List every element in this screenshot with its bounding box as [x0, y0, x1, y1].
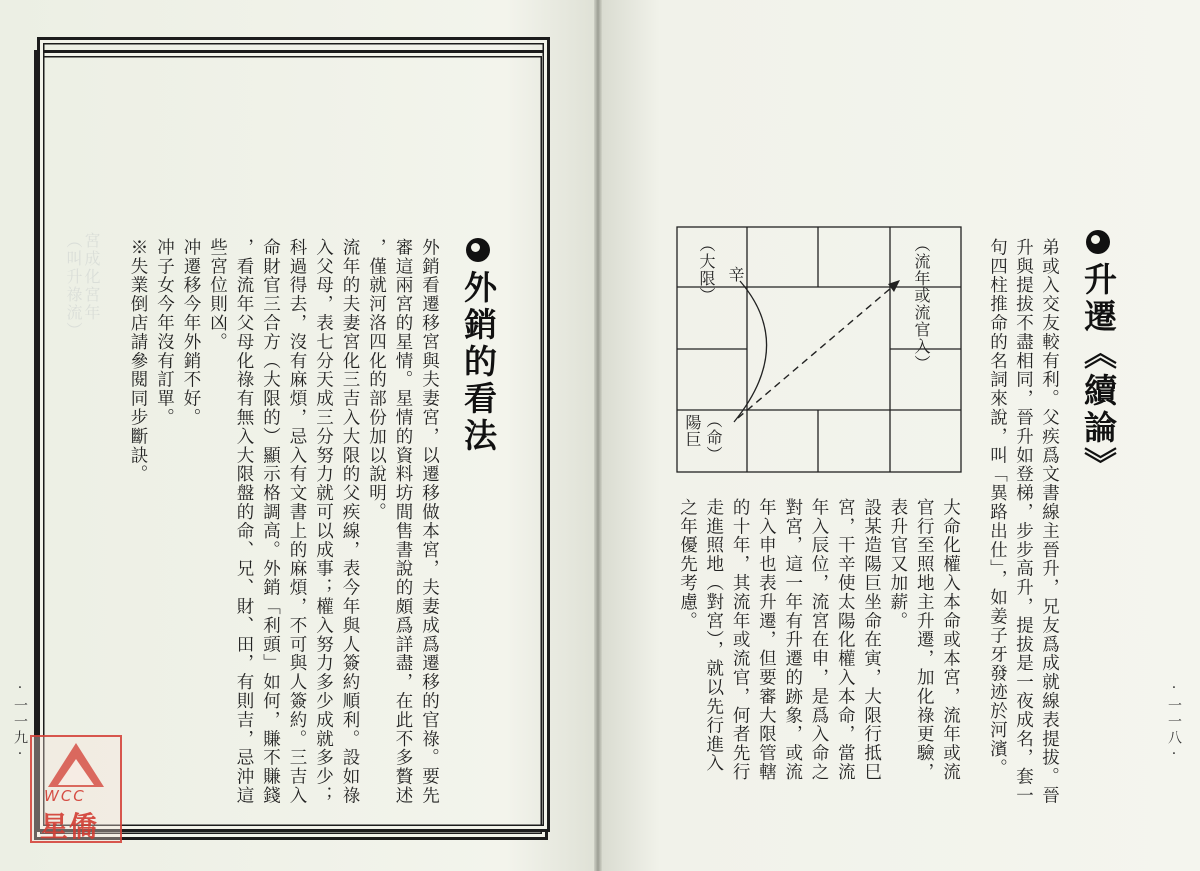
text-column: 句四柱推命的名詞來說，叫「異路出仕」，如姜子牙發迹於河濱。 — [987, 238, 1008, 778]
text-column: ，看流年父母化祿有無入大限盤的命、兄、財、田，有則吉，忌沖這 — [234, 238, 254, 805]
stamp-text-en: WCC — [44, 787, 86, 805]
text-column: 升與提拔不盡相同，晉升如登梯，步步高升，提拔是一夜成名，套一 — [1013, 238, 1034, 805]
text-column: 對宮，這一年有升遷的跡象，或流 — [782, 498, 803, 782]
chart-label-ming: （命） — [704, 412, 723, 463]
yin-yang-icon — [1086, 230, 1110, 254]
text-column: 設某造陽巨坐命在寅，大限行抵巳 — [861, 498, 882, 782]
chart-label-yangju: 陽巨 — [683, 414, 702, 448]
right-page-number: ·一一八· — [1166, 680, 1182, 764]
publisher-stamp — [30, 735, 122, 843]
text-column: 審這兩宮的星情。星情的資料坊間售書說的頗爲詳盡，在此不多贅述 — [393, 238, 413, 805]
text-column: 的十年，其流年或流官，何者先行 — [730, 498, 751, 782]
text-column: 大命化權入本命或本宮，流年或流 — [940, 498, 961, 782]
text-column: 入父母，表七分天成三分努力就可以成事；權入努力多少成就多少； — [313, 238, 334, 805]
chart-label-liunian: （流年或流官入） — [912, 236, 931, 372]
text-column: 冲子女今年沒有訂單。 — [154, 238, 175, 427]
book-gutter — [594, 0, 602, 871]
text-column: 外銷看遷移宮與夫妻宮，以遷移做本宮，夫妻成爲遷移的官祿。要先 — [419, 238, 440, 805]
bleed-through-text: （叫升祿流） — [64, 232, 83, 340]
arc-line — [734, 281, 767, 422]
dashed-arrow — [738, 282, 898, 418]
bleed-through-text: 宮成化宮年 — [82, 232, 101, 322]
yin-yang-icon — [466, 238, 490, 262]
left-page-title: 外銷的看法 — [455, 238, 502, 455]
text-column: 些宮位則凶。 — [207, 238, 228, 352]
text-column: 科過得去，沒有麻煩，忌入有文書上的麻煩，不可與人簽約。三吉入 — [287, 238, 307, 805]
text-column: 年入辰位，流宮在申，是爲入命之 — [809, 498, 829, 782]
right-page-title: 升遷《續論》 — [1075, 230, 1122, 484]
left-page-number: ·一一九· — [12, 680, 28, 764]
chart-label-xin: 辛 — [726, 266, 745, 283]
text-column: 流年的夫妻宮化三吉入大限的父疾線，表今年與人簽約順利。設如祿 — [340, 238, 360, 805]
text-column: 命財官三合方（大限的）顯示格調高。外銷「利頭」如何，賺不賺錢 — [260, 238, 281, 805]
text-column: 年入申也表升遷，但要審大限管轄 — [756, 498, 777, 782]
text-column: ※失業倒店請參閱同步斷訣。 — [128, 238, 148, 484]
text-column: ，僅就河洛四化的部份加以說明。 — [366, 238, 387, 522]
text-column: 宮，干辛使太陽化權入本命，當流 — [835, 498, 856, 782]
chart-label-daxian: （大限） — [697, 236, 716, 304]
text-column: 表升官又加薪。 — [887, 498, 908, 631]
text-column: 之年優先考慮。 — [677, 498, 698, 631]
text-column: 走進照地（對宮），就以先行進入 — [703, 498, 724, 773]
text-column: 弟或入交友較有利。父疾爲文書線主晉升，兄友爲成就線表提拔。晉 — [1039, 238, 1060, 805]
text-column: 冲遷移今年外銷不好。 — [181, 238, 201, 427]
stamp-text-cn: 星僑 — [40, 810, 99, 843]
text-column: 官行至照地主升遷，加化祿更驗， — [914, 498, 935, 782]
